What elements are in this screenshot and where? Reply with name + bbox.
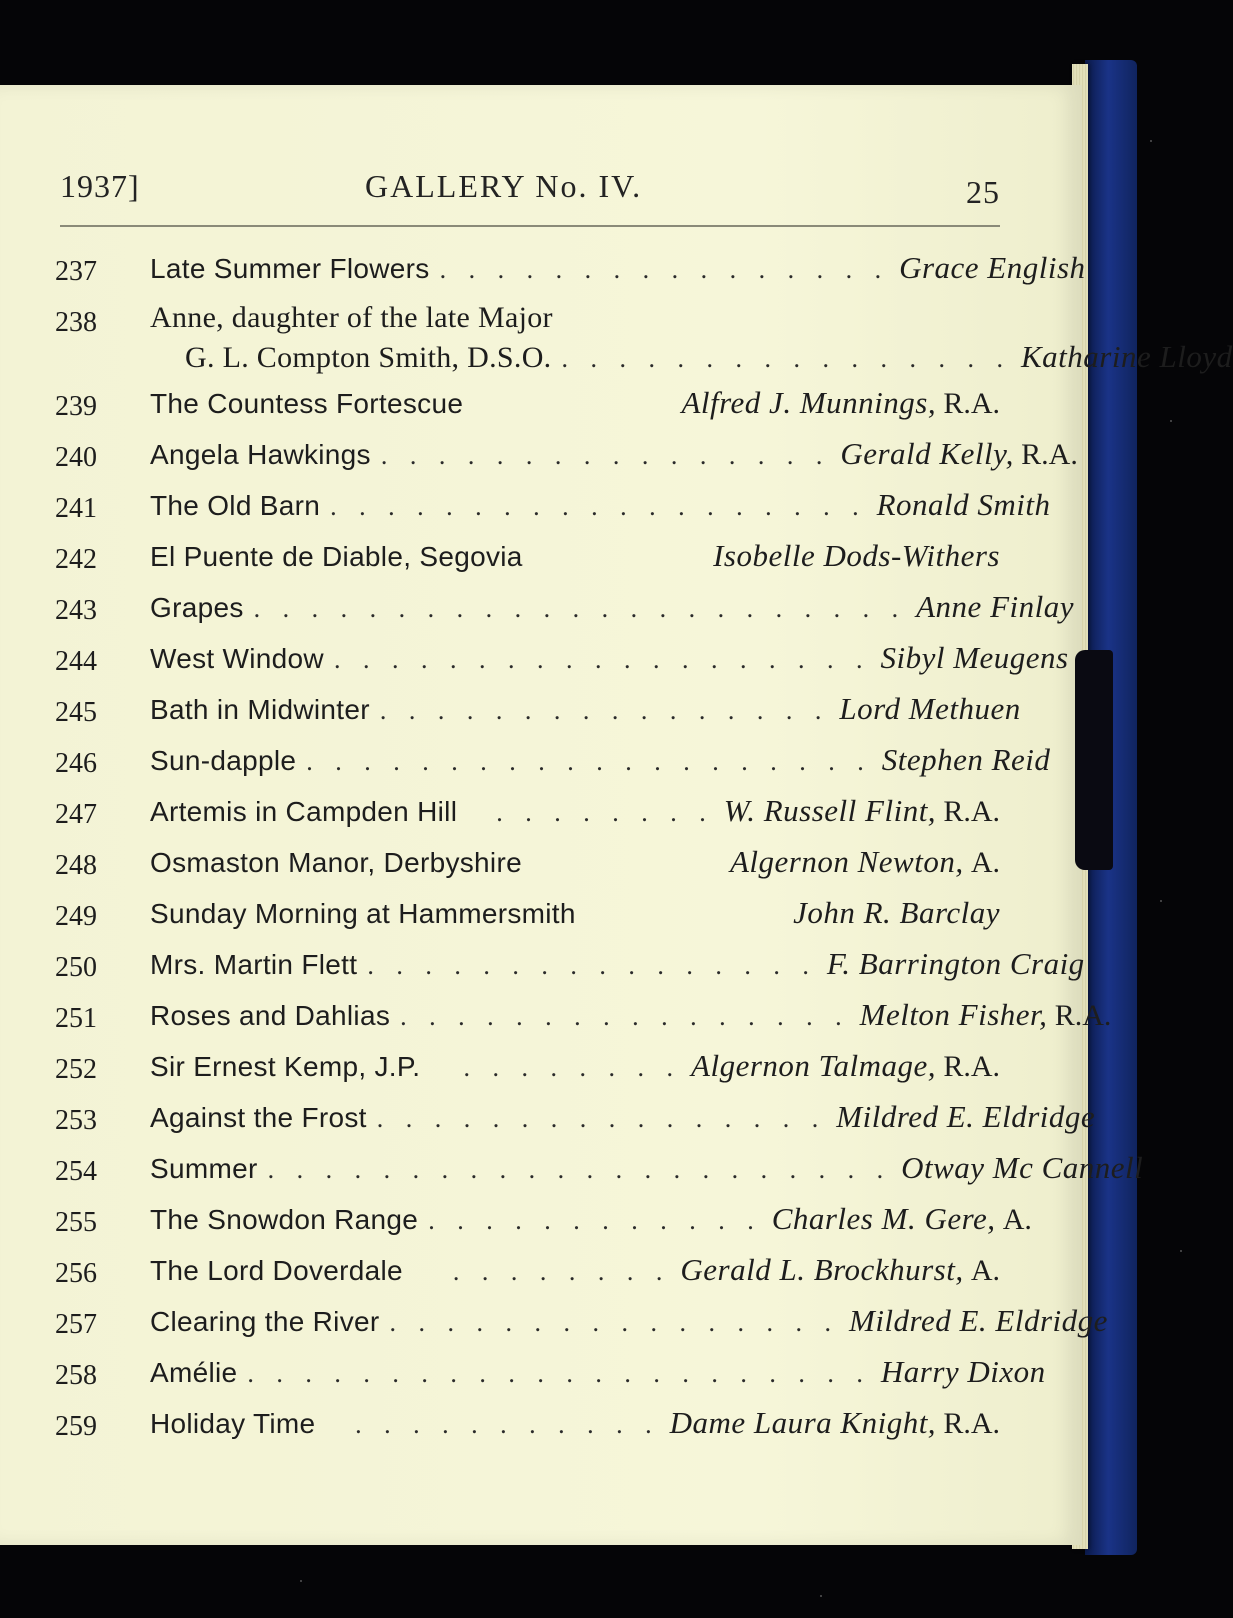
catalogue-entry — [55, 1048, 1000, 1099]
entry-distinction: R.A. — [943, 1050, 1000, 1083]
catalogue-entry — [55, 640, 1069, 691]
dot-leader: . . . . . . . . . . . . — [428, 1206, 762, 1235]
dot-leader: . . . . . . . . — [452, 1257, 671, 1286]
dot-leader: . . . . . . . . . . . . . . . . — [379, 696, 830, 725]
entry-distinction: A. — [1002, 1203, 1032, 1236]
dot-leader: . . . . . . . . . . . . . . . . . . . — [330, 492, 867, 521]
entry-number: 240 — [55, 442, 97, 473]
catalogue-entry — [55, 895, 1000, 946]
entry-number: 238 — [55, 307, 97, 338]
catalogue-entry — [55, 250, 1086, 301]
entry-artist: Sibyl Meugens — [880, 640, 1069, 675]
catalogue-entry — [55, 1405, 1000, 1456]
background-speck — [300, 1580, 302, 1582]
catalogue-entry — [55, 844, 1000, 895]
entry-title: Clearing the River — [150, 1306, 380, 1337]
entry-artist: Ronald Smith — [876, 487, 1051, 522]
entry-artist: Mildred E. Eldridge — [836, 1099, 1096, 1134]
entry-title: The Lord Doverdale — [150, 1255, 403, 1286]
dot-leader: . . . . . . . . . . . . . . . . — [439, 255, 890, 284]
dot-leader: . . . . . . . . . . . . . . . . — [376, 1104, 827, 1133]
dot-leader: . . . . . . . . . . . . . . . . . . . . — [306, 747, 872, 776]
catalogue-entry — [55, 1150, 1144, 1201]
background-speck — [820, 1595, 822, 1597]
catalogue-entry — [55, 385, 1000, 436]
entry-number: 239 — [55, 391, 97, 422]
entry-title: The Countess Fortescue — [150, 388, 464, 419]
entry-artist: Gerald L. Brockhurst, — [680, 1252, 964, 1287]
catalogue-entry — [55, 1252, 1000, 1303]
entry-number: 251 — [55, 1003, 97, 1034]
entry-number: 254 — [55, 1156, 97, 1187]
catalogue-entry — [55, 538, 1000, 589]
entry-title: Sir Ernest Kemp, J.P. — [150, 1051, 421, 1082]
entry-distinction: A. — [970, 1254, 1000, 1287]
catalogue-entry — [55, 793, 1000, 844]
dot-leader: . . . . . . . . . . . . . . . . — [561, 344, 1011, 373]
dot-leader: . . . . . . . . . . . . . . . . — [380, 441, 831, 470]
entry-number: 241 — [55, 493, 97, 524]
dot-leader: . . . . . . . . . . . — [355, 1410, 660, 1439]
entry-number: 244 — [55, 646, 97, 677]
catalogue-entry — [55, 1099, 1096, 1150]
entry-number: 245 — [55, 697, 97, 728]
page-number: 25 — [966, 174, 1000, 210]
entry-artist: Harry Dixon — [880, 1354, 1046, 1389]
catalogue-entry — [55, 1354, 1046, 1405]
entry-title: The Snowdon Range — [150, 1204, 419, 1235]
entry-distinction: R.A. — [943, 1407, 1000, 1440]
entry-distinction: A. — [970, 846, 1000, 879]
entry-title: Late Summer Flowers — [150, 253, 430, 284]
entry-title: Grapes — [150, 592, 244, 623]
catalogue-entry — [55, 742, 1051, 793]
entry-number: 243 — [55, 595, 97, 626]
entry-artist: Stephen Reid — [881, 742, 1051, 777]
background-speck — [1150, 140, 1152, 142]
entry-title: Bath in Midwinter — [150, 694, 370, 725]
entry-artist: Grace English — [899, 250, 1086, 285]
entry-distinction: R.A. — [1054, 999, 1112, 1032]
entry-title: Against the Frost — [150, 1102, 367, 1133]
entry-number: 237 — [55, 256, 97, 287]
entry-artist: John R. Barclay — [793, 895, 1000, 930]
entry-number: 242 — [55, 544, 97, 575]
entry-title: El Puente de Diable, Segovia — [150, 541, 523, 572]
catalogue-entry — [55, 691, 1021, 742]
entry-artist: F. Barrington Craig — [826, 946, 1085, 981]
dot-leader: . . . . . . . . . . . . . . . . — [389, 1308, 839, 1337]
entry-title: Sun-dapple — [150, 745, 297, 776]
catalogue-entry — [55, 997, 1112, 1048]
entry-artist: Algernon Talmage, — [691, 1048, 937, 1083]
entry-artist: Gerald Kelly, — [840, 436, 1014, 471]
entry-artist: Otway Mc Cannell — [901, 1150, 1144, 1185]
entry-number: 255 — [55, 1207, 97, 1238]
entry-number: 256 — [55, 1258, 97, 1289]
entry-number: 257 — [55, 1309, 97, 1340]
entry-title: The Old Barn — [150, 490, 321, 521]
entry-number: 253 — [55, 1105, 97, 1136]
catalogue-list — [55, 250, 1233, 1456]
catalogue-entry — [55, 1201, 1032, 1252]
entry-distinction: R.A. — [943, 795, 1000, 828]
dot-leader: . . . . . . . . . . . . . . . . — [367, 951, 817, 980]
entry-title: Osmaston Manor, Derbyshire — [150, 847, 522, 878]
catalogue-entry — [55, 487, 1051, 538]
catalogue-entry — [55, 301, 1233, 385]
dot-leader: . . . . . . . . . . . . . . . . — [400, 1002, 850, 1031]
dot-leader: . . . . . . . . . . . . . . . . . . . . . . — [247, 1359, 871, 1388]
dot-leader: . . . . . . . . — [496, 798, 714, 827]
entry-artist: Anne Finlay — [916, 589, 1074, 624]
header-year: 1937] — [60, 168, 140, 204]
page-clip — [1075, 650, 1113, 870]
entry-artist: W. Russell Flint, — [723, 793, 937, 828]
entry-artist: Charles M. Gere, — [771, 1201, 996, 1236]
running-header — [60, 168, 1000, 218]
entry-title: Artemis in Campden Hill — [150, 796, 458, 827]
entry-number: 252 — [55, 1054, 97, 1085]
entry-artist: Alfred J. Munnings, — [681, 385, 937, 420]
entry-number: 249 — [55, 901, 97, 932]
background-speck — [1160, 900, 1162, 902]
entry-title-continued: G. L. Compton Smith, D.S.O. — [185, 341, 552, 374]
entry-title: Angela Hawkings — [150, 439, 371, 470]
catalogue-entry — [55, 1303, 1108, 1354]
entry-title: Amélie — [150, 1357, 238, 1388]
entry-title: Roses and Dahlias — [150, 1000, 391, 1031]
entry-number: 258 — [55, 1360, 97, 1391]
entry-number: 247 — [55, 799, 97, 830]
entry-number: 259 — [55, 1411, 97, 1442]
dot-leader: . . . . . . . . . . . . . . . . . . . — [333, 645, 871, 674]
dot-leader: . . . . . . . . — [463, 1053, 682, 1082]
entry-artist: Isobelle Dods-Withers — [713, 538, 1000, 573]
page-title: GALLERY No. IV. — [365, 168, 643, 204]
entry-artist: Dame Laura Knight, — [669, 1405, 937, 1440]
entry-number: 248 — [55, 850, 97, 881]
entry-artist: Katharine Lloyd — [1020, 339, 1233, 374]
entry-title: Anne, daughter of the late Major — [150, 301, 553, 334]
entry-title: Summer — [150, 1153, 258, 1184]
entry-number: 250 — [55, 952, 97, 983]
entry-distinction: R.A. — [943, 387, 1000, 420]
entry-artist: Mildred E. Eldridge — [849, 1303, 1108, 1338]
background-speck — [1180, 1250, 1182, 1252]
entry-artist: Melton Fisher, — [859, 997, 1048, 1032]
background-speck — [1170, 420, 1172, 422]
entry-number: 246 — [55, 748, 97, 779]
entry-distinction: R.A. — [1021, 438, 1078, 471]
entry-title: West Window — [150, 643, 324, 674]
catalogue-entry — [55, 436, 1078, 487]
dot-leader: . . . . . . . . . . . . . . . . . . . . . . — [267, 1155, 892, 1184]
header-rule — [60, 225, 1000, 227]
catalogue-entry — [55, 589, 1074, 640]
entry-artist: Algernon Newton, — [729, 844, 964, 879]
catalogue-entry — [55, 946, 1085, 997]
entry-artist: Lord Methuen — [839, 691, 1021, 726]
entry-title: Holiday Time — [150, 1408, 316, 1439]
entry-title: Sunday Morning at Hammersmith — [150, 898, 576, 929]
dot-leader: . . . . . . . . . . . . . . . . . . . . . . . — [253, 594, 907, 623]
entry-title: Mrs. Martin Flett — [150, 949, 358, 980]
